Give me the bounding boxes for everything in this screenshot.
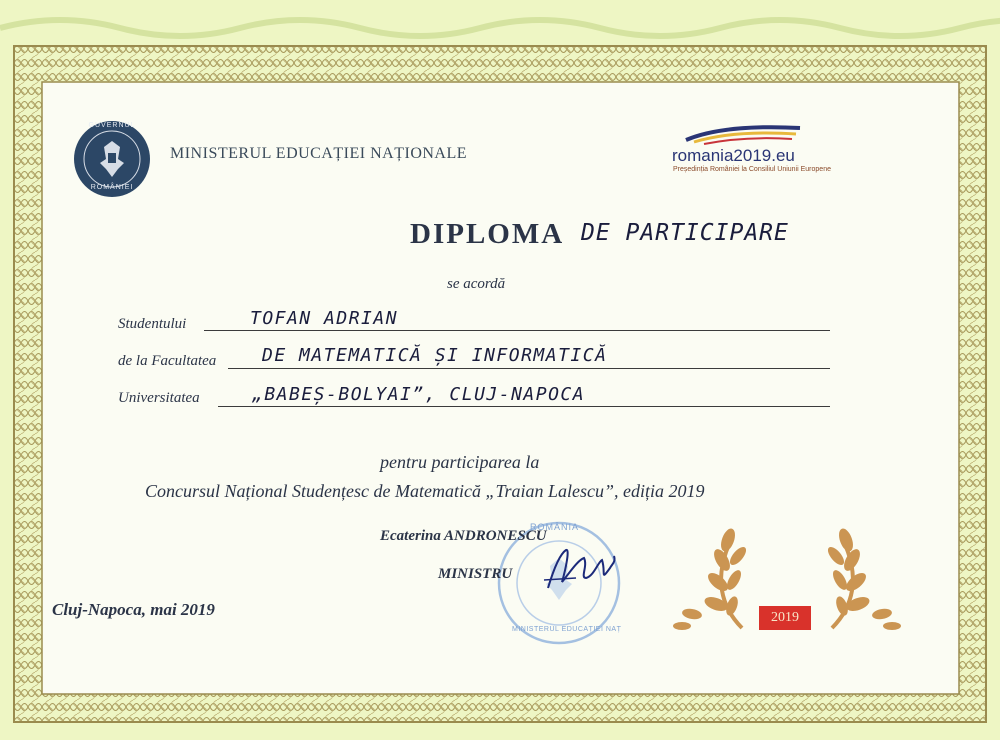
presidency-tagline: Președinția României la Consiliul Uniunii Europene <box>673 166 831 173</box>
field-value-university: „BABEȘ-BOLYAI”, CLUJ-NAPOCA <box>252 384 586 405</box>
field-line-university <box>218 406 830 407</box>
field-label-university: Universitatea <box>118 390 200 406</box>
diploma-title-handwritten: DE PARTICIPARE <box>581 220 789 246</box>
diploma-title: DIPLOMA <box>410 218 565 250</box>
presidency-swoosh-icon <box>684 122 804 146</box>
field-label-student: Studentului <box>118 316 187 332</box>
signatory-role: MINISTRU <box>438 566 513 582</box>
field-value-faculty: DE MATEMATICĂ ȘI INFORMATICĂ <box>262 345 608 366</box>
emblem-text-top: GUVERNUL <box>88 122 136 129</box>
competition-name: Concursul Național Studențesc de Matematică „Traian Lalescu”, ediția 2019 <box>145 481 705 501</box>
stamp-text-bottom: MINISTERUL EDUCAȚIEI NAȚ <box>512 626 622 633</box>
stamp-text-top: ROMÂNIA <box>530 522 580 532</box>
awarded-text: se acordă <box>447 276 506 292</box>
place-date: Cluj-Napoca, mai 2019 <box>52 600 215 619</box>
ministry-name: MINISTERUL EDUCAȚIEI NAȚIONALE <box>170 145 468 162</box>
field-line-student <box>204 330 830 331</box>
field-value-student: TOFAN ADRIAN <box>250 308 399 329</box>
signatory-name: Ecaterina ANDRONESCU <box>380 528 547 544</box>
participation-intro: pentru participarea la <box>380 452 540 472</box>
field-label-faculty: de la Facultatea <box>118 353 217 369</box>
field-line-faculty <box>228 368 830 369</box>
presidency-logo-text: romania2019.eu <box>672 146 795 165</box>
laurel-year-badge: 2019 <box>759 606 811 630</box>
emblem-text-bottom: ROMÂNIEI <box>90 184 134 191</box>
signature-scribble-icon <box>540 538 620 598</box>
